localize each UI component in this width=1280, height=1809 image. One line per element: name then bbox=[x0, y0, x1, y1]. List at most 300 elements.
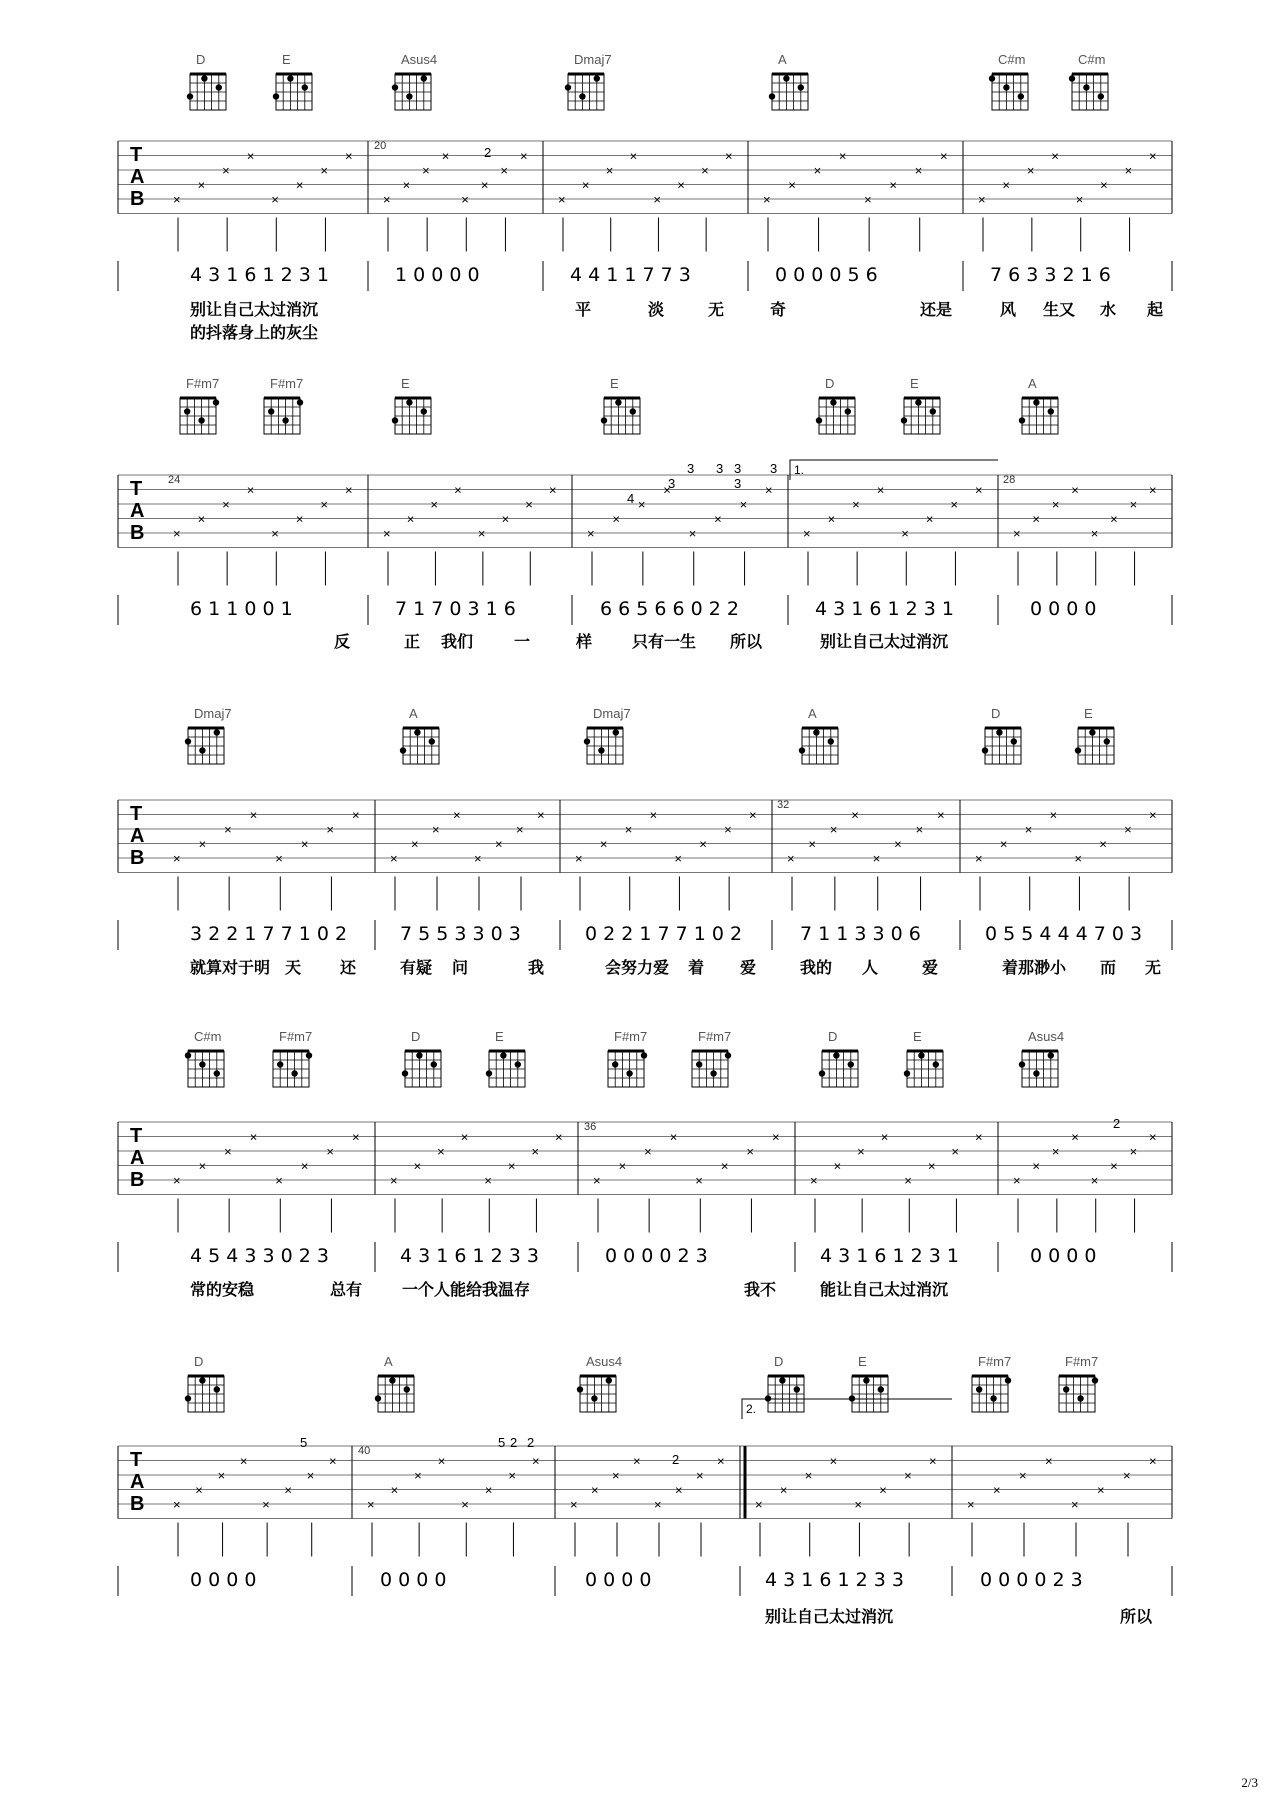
strum-mark: × bbox=[633, 1453, 641, 1469]
fret-number: 5 bbox=[498, 1435, 506, 1450]
chord-dot-2-3 bbox=[813, 729, 819, 735]
strum-mark: × bbox=[532, 1453, 540, 1469]
strum-mark: × bbox=[1024, 822, 1033, 837]
chord-dot-0-6 bbox=[1098, 93, 1104, 99]
chord-dot-3-0 bbox=[199, 1061, 205, 1067]
jianpu-measure: 4 3 1 6 1 2 3 3 bbox=[400, 1245, 539, 1267]
chord-name-0-0: D bbox=[196, 52, 206, 67]
chord-dot-0-2 bbox=[392, 84, 398, 90]
lyric-text: 水 bbox=[1100, 300, 1117, 319]
bar-number: 28 bbox=[1003, 474, 1016, 486]
strum-mark: × bbox=[950, 497, 959, 512]
strum-mark: × bbox=[724, 822, 732, 837]
lyric-text: 起 bbox=[1147, 300, 1164, 319]
strum-mark: × bbox=[549, 482, 557, 498]
strum-mark: × bbox=[927, 1158, 936, 1174]
fret-number: 3 bbox=[668, 476, 676, 491]
chord-dot-3-7 bbox=[904, 1070, 910, 1076]
strum-mark: × bbox=[838, 148, 847, 164]
chord-name-4-2: Asus4 bbox=[586, 1354, 623, 1369]
fret-number: 2 bbox=[672, 1452, 680, 1467]
strum-mark: × bbox=[173, 192, 181, 207]
strum-mark: × bbox=[739, 497, 748, 512]
strum-mark: × bbox=[246, 482, 255, 498]
jianpu-measure: 0 0 0 0 2 3 bbox=[980, 1569, 1083, 1591]
chord-dot-4-2 bbox=[591, 1395, 597, 1401]
chord-dot-2-4 bbox=[1011, 738, 1017, 744]
lyric-text: 无 bbox=[1145, 958, 1162, 977]
strum-mark: × bbox=[765, 482, 773, 498]
strum-mark: × bbox=[1032, 511, 1041, 527]
fret-number: 2 bbox=[484, 145, 492, 160]
chord-dot-1-4 bbox=[816, 417, 822, 423]
chord-dot-4-6 bbox=[1063, 1386, 1069, 1392]
chord-name-2-2: Dmaj7 bbox=[593, 706, 631, 721]
strum-mark: × bbox=[975, 482, 983, 498]
strum-mark: × bbox=[787, 851, 795, 866]
strum-mark: × bbox=[173, 851, 181, 866]
chord-name-3-3: E bbox=[495, 1029, 504, 1044]
chord-dot-3-7 bbox=[933, 1061, 939, 1067]
chord-name-1-6: A bbox=[1028, 376, 1037, 391]
chord-dot-3-3 bbox=[486, 1070, 492, 1076]
chord-dot-0-6 bbox=[1083, 84, 1089, 90]
strum-mark: × bbox=[1129, 497, 1138, 512]
strum-mark: × bbox=[500, 163, 509, 178]
chord-dot-0-4 bbox=[769, 93, 775, 99]
lyric-text: 总有 bbox=[330, 1280, 363, 1299]
chord-dot-0-6 bbox=[1069, 75, 1075, 81]
strum-mark: × bbox=[880, 1129, 889, 1145]
lyric-text: 就算对于明 bbox=[190, 958, 271, 977]
fret-number: 3 bbox=[716, 461, 724, 476]
chord-name-4-6: F#m7 bbox=[1065, 1354, 1099, 1369]
strum-mark: × bbox=[669, 1129, 678, 1145]
strum-mark: × bbox=[894, 836, 902, 852]
chord-dot-3-5 bbox=[696, 1061, 702, 1067]
chord-dot-1-6 bbox=[1048, 408, 1054, 414]
chord-dot-3-0 bbox=[185, 1052, 191, 1058]
lyric-text: 别让自己太过消沉 bbox=[190, 300, 319, 319]
strum-mark: × bbox=[525, 497, 533, 512]
chord-name-4-4: E bbox=[858, 1354, 867, 1369]
strum-mark: × bbox=[1071, 482, 1079, 498]
tab-clef-A: A bbox=[130, 500, 145, 522]
chord-dot-4-0 bbox=[199, 1377, 205, 1383]
bar-number: 40 bbox=[358, 1445, 371, 1457]
strum-mark: × bbox=[507, 1158, 516, 1174]
strum-mark: × bbox=[1071, 1497, 1079, 1512]
strum-mark: × bbox=[1019, 1468, 1027, 1483]
strum-mark: × bbox=[612, 511, 621, 527]
chord-dot-0-1 bbox=[273, 93, 279, 99]
strum-mark: × bbox=[390, 1173, 398, 1188]
strum-mark: × bbox=[222, 163, 230, 178]
chord-dot-3-3 bbox=[515, 1061, 521, 1067]
strum-mark: × bbox=[345, 148, 353, 164]
strum-mark: × bbox=[531, 1144, 540, 1159]
strum-mark: × bbox=[810, 1173, 818, 1188]
chord-dot-4-5 bbox=[976, 1386, 982, 1392]
tab-clef-A: A bbox=[130, 166, 145, 188]
chord-dot-2-4 bbox=[982, 747, 988, 753]
chord-dot-1-2 bbox=[421, 408, 427, 414]
volta-label: 1. bbox=[794, 463, 805, 477]
strum-mark: × bbox=[249, 1129, 258, 1145]
chord-dot-2-5 bbox=[1075, 747, 1081, 753]
chord-dot-2-0 bbox=[199, 747, 205, 753]
chord-name-0-3: Dmaj7 bbox=[574, 52, 612, 67]
strum-mark: × bbox=[854, 1497, 863, 1512]
chord-name-3-6: D bbox=[828, 1029, 838, 1044]
volta-label: 2. bbox=[746, 1402, 757, 1416]
strum-mark: × bbox=[575, 851, 583, 866]
chord-dot-3-5 bbox=[725, 1052, 731, 1058]
chord-dot-1-0 bbox=[198, 417, 204, 423]
chord-dot-4-4 bbox=[878, 1386, 884, 1392]
strum-mark: × bbox=[1071, 1129, 1079, 1145]
jianpu-measure: 7 6 3 3 2 1 6 bbox=[990, 264, 1111, 286]
strum-mark: × bbox=[1149, 1453, 1157, 1469]
chord-name-1-2: E bbox=[401, 376, 410, 391]
strum-mark: × bbox=[813, 163, 822, 178]
chord-name-0-4: A bbox=[778, 52, 787, 67]
strum-mark: × bbox=[803, 526, 811, 541]
strum-mark: × bbox=[851, 807, 859, 823]
strum-mark: × bbox=[284, 1482, 293, 1498]
chord-name-3-4: F#m7 bbox=[614, 1029, 648, 1044]
strum-mark: × bbox=[477, 526, 486, 541]
chord-dot-2-0 bbox=[185, 738, 191, 744]
chord-dot-3-6 bbox=[819, 1070, 825, 1076]
bar-number: 32 bbox=[777, 799, 790, 811]
strum-mark: × bbox=[275, 851, 283, 866]
strum-mark: × bbox=[326, 1144, 335, 1159]
lyric-text: 样 bbox=[576, 632, 593, 651]
chord-name-0-1: E bbox=[282, 52, 291, 67]
strum-mark: × bbox=[295, 177, 304, 193]
tab-clef-B: B bbox=[130, 1169, 145, 1191]
strum-mark: × bbox=[593, 1173, 601, 1188]
strum-mark: × bbox=[300, 836, 309, 852]
strum-mark: × bbox=[329, 1453, 337, 1469]
chord-dot-4-4 bbox=[863, 1377, 869, 1383]
strum-mark: × bbox=[453, 807, 461, 823]
chord-dot-4-6 bbox=[1092, 1377, 1098, 1383]
strum-mark: × bbox=[222, 497, 230, 512]
strum-mark: × bbox=[516, 822, 524, 837]
strum-mark: × bbox=[1032, 1158, 1041, 1174]
strum-mark: × bbox=[1100, 177, 1108, 193]
chord-dot-0-4 bbox=[783, 75, 789, 81]
jianpu-measure: 6 6 5 6 6 0 2 2 bbox=[600, 598, 739, 620]
chord-dot-1-2 bbox=[406, 399, 412, 405]
chord-dot-0-1 bbox=[287, 75, 293, 81]
chord-name-2-1: A bbox=[409, 706, 418, 721]
jianpu-measure: 1 0 0 0 0 bbox=[395, 264, 480, 286]
jianpu-measure: 6 1 1 0 0 1 bbox=[190, 598, 293, 620]
tab-clef-T: T bbox=[130, 478, 143, 500]
chord-dot-0-3 bbox=[565, 84, 571, 90]
chord-name-2-5: E bbox=[1084, 706, 1093, 721]
lyric-text: 无 bbox=[708, 300, 725, 319]
chord-name-2-4: D bbox=[991, 706, 1001, 721]
chord-dot-1-5 bbox=[901, 417, 907, 423]
chord-dot-2-4 bbox=[996, 729, 1002, 735]
lyric-text: 会努力爱 bbox=[605, 958, 670, 977]
chord-dot-3-4 bbox=[626, 1070, 632, 1076]
lyric-text: 风 bbox=[1000, 300, 1017, 319]
jianpu-measure: 7 1 7 0 3 1 6 bbox=[395, 598, 516, 620]
strum-mark: × bbox=[725, 148, 733, 164]
lyric-text: 别让自己太过消沉 bbox=[820, 632, 949, 651]
strum-mark: × bbox=[915, 822, 924, 837]
strum-mark: × bbox=[829, 822, 838, 837]
chord-dot-0-2 bbox=[406, 93, 412, 99]
chord-dot-1-6 bbox=[1019, 417, 1025, 423]
chord-dot-3-2 bbox=[431, 1061, 437, 1067]
fret-number: 2 bbox=[1113, 1116, 1121, 1131]
chord-dot-0-0 bbox=[216, 84, 222, 90]
chord-dot-2-3 bbox=[799, 747, 805, 753]
chord-name-3-5: F#m7 bbox=[698, 1029, 732, 1044]
strum-mark: × bbox=[901, 526, 909, 541]
strum-mark: × bbox=[940, 148, 948, 164]
strum-mark: × bbox=[437, 1144, 445, 1159]
strum-mark: × bbox=[383, 526, 391, 541]
strum-mark: × bbox=[437, 1453, 446, 1469]
strum-mark: × bbox=[320, 163, 329, 178]
chord-dot-4-1 bbox=[389, 1377, 395, 1383]
lyric-text: 问 bbox=[452, 958, 469, 977]
strum-mark: × bbox=[967, 1497, 975, 1512]
strum-mark: × bbox=[978, 192, 986, 207]
chord-name-1-3: E bbox=[610, 376, 619, 391]
chord-dot-0-3 bbox=[579, 93, 585, 99]
chord-dot-1-3 bbox=[601, 417, 607, 423]
strum-mark: × bbox=[461, 192, 469, 207]
strum-mark: × bbox=[688, 526, 697, 541]
chord-dot-4-0 bbox=[214, 1386, 220, 1392]
strum-mark: × bbox=[422, 163, 430, 178]
strum-mark: × bbox=[508, 1468, 517, 1483]
fret-number: 3 bbox=[687, 461, 695, 476]
strum-mark: × bbox=[605, 163, 614, 178]
chord-dot-4-0 bbox=[185, 1395, 191, 1401]
strum-mark: × bbox=[675, 1482, 683, 1498]
chord-name-1-0: F#m7 bbox=[186, 376, 220, 391]
strum-mark: × bbox=[872, 851, 881, 866]
strum-mark: × bbox=[320, 497, 329, 512]
strum-mark: × bbox=[461, 1497, 469, 1512]
lyric-text: 爱 bbox=[922, 958, 939, 977]
strum-mark: × bbox=[1149, 148, 1157, 164]
lyric-text: 平 bbox=[575, 300, 592, 319]
lyric-text: 爱 bbox=[740, 958, 757, 977]
strum-mark: × bbox=[1013, 1173, 1021, 1188]
strum-mark: × bbox=[1051, 148, 1059, 164]
jianpu-measure: 7 5 5 3 3 0 3 bbox=[400, 923, 521, 945]
strum-mark: × bbox=[430, 497, 439, 512]
chord-dot-1-6 bbox=[1033, 399, 1039, 405]
strum-mark: × bbox=[383, 192, 391, 207]
chord-dot-1-0 bbox=[213, 399, 219, 405]
chord-name-4-1: A bbox=[384, 1354, 393, 1369]
chord-dot-3-6 bbox=[833, 1052, 839, 1058]
strum-mark: × bbox=[701, 163, 709, 178]
strum-mark: × bbox=[474, 851, 482, 866]
strum-mark: × bbox=[717, 1453, 725, 1469]
strum-mark: × bbox=[1129, 1144, 1138, 1159]
strum-mark: × bbox=[501, 511, 510, 527]
strum-mark: × bbox=[889, 177, 898, 193]
jianpu-measure: 0 0 0 0 bbox=[1030, 1245, 1097, 1267]
chord-dot-3-2 bbox=[416, 1052, 422, 1058]
strum-mark: × bbox=[852, 497, 860, 512]
strum-mark: × bbox=[441, 148, 450, 164]
jianpu-measure: 4 3 1 6 1 2 3 1 bbox=[815, 598, 954, 620]
chord-dot-4-1 bbox=[404, 1386, 410, 1392]
strum-mark: × bbox=[937, 807, 945, 823]
chord-dot-0-5 bbox=[989, 75, 995, 81]
chord-dot-1-5 bbox=[915, 399, 921, 405]
lyric-text: 反 bbox=[334, 632, 351, 651]
strum-mark: × bbox=[345, 482, 353, 498]
lyric-text: 正 bbox=[404, 632, 421, 651]
strum-mark: × bbox=[367, 1497, 375, 1512]
strum-mark: × bbox=[999, 836, 1008, 852]
fret-number: 3 bbox=[734, 461, 742, 476]
jianpu-measure: 3 2 2 1 7 7 1 0 2 bbox=[190, 923, 348, 945]
strum-mark: × bbox=[637, 497, 646, 512]
chord-name-1-1: F#m7 bbox=[270, 376, 304, 391]
chord-name-4-0: D bbox=[194, 1354, 204, 1369]
jianpu-measure: 4 5 4 3 3 0 2 3 bbox=[190, 1245, 329, 1267]
chord-dot-4-2 bbox=[606, 1377, 612, 1383]
strum-mark: × bbox=[306, 1468, 315, 1483]
strum-mark: × bbox=[829, 1453, 838, 1469]
lyric-text: 所以 bbox=[1120, 1607, 1153, 1626]
strum-mark: × bbox=[454, 482, 462, 498]
jianpu-measure: 0 0 0 0 bbox=[380, 1569, 447, 1591]
lyric-text: 还是 bbox=[920, 300, 953, 319]
strum-mark: × bbox=[599, 836, 608, 852]
strum-mark: × bbox=[411, 836, 419, 852]
strum-mark: × bbox=[755, 1497, 763, 1512]
chord-dot-3-4 bbox=[612, 1061, 618, 1067]
strum-mark: × bbox=[173, 1497, 181, 1512]
strum-mark: × bbox=[224, 1144, 232, 1159]
chord-dot-3-2 bbox=[402, 1070, 408, 1076]
lyric-text: 的抖落身上的灰尘 bbox=[190, 323, 319, 342]
chord-dot-1-3 bbox=[630, 408, 636, 414]
chord-dot-2-0 bbox=[214, 729, 220, 735]
strum-mark: × bbox=[198, 836, 207, 852]
chord-dot-3-6 bbox=[848, 1061, 854, 1067]
strum-mark: × bbox=[271, 192, 279, 207]
chord-dot-4-6 bbox=[1077, 1395, 1083, 1401]
strum-mark: × bbox=[1123, 1468, 1131, 1483]
strum-mark: × bbox=[432, 822, 440, 837]
tab-clef-B: B bbox=[130, 1493, 145, 1515]
strum-mark: × bbox=[195, 1482, 203, 1498]
tab-clef-A: A bbox=[130, 825, 145, 847]
tab-clef-T: T bbox=[130, 144, 143, 166]
strum-mark: × bbox=[587, 526, 595, 541]
chord-dot-3-1 bbox=[306, 1052, 312, 1058]
chord-dot-0-1 bbox=[302, 84, 308, 90]
lyric-text: 我不 bbox=[744, 1280, 777, 1299]
lyric-text: 一 bbox=[514, 632, 531, 651]
chord-dot-2-2 bbox=[584, 738, 590, 744]
strum-mark: × bbox=[197, 177, 206, 193]
strum-mark: × bbox=[1090, 526, 1099, 541]
chord-dot-3-8 bbox=[1019, 1061, 1025, 1067]
strum-mark: × bbox=[300, 1158, 309, 1174]
lyric-text: 常的安稳 bbox=[190, 1280, 255, 1299]
strum-mark: × bbox=[788, 177, 796, 193]
chord-name-3-8: Asus4 bbox=[1028, 1029, 1065, 1044]
strum-mark: × bbox=[217, 1468, 226, 1483]
strum-mark: × bbox=[720, 1158, 729, 1174]
chord-name-1-5: E bbox=[910, 376, 919, 391]
strum-mark: × bbox=[674, 851, 683, 866]
fret-number: 3 bbox=[770, 461, 778, 476]
strum-mark: × bbox=[326, 822, 335, 837]
bar-number: 20 bbox=[374, 140, 387, 152]
lyric-text: 天 bbox=[285, 958, 302, 977]
strum-mark: × bbox=[644, 1144, 652, 1159]
strum-mark: × bbox=[808, 836, 817, 852]
chord-dot-2-1 bbox=[400, 747, 406, 753]
strum-mark: × bbox=[173, 1173, 181, 1188]
chord-dot-3-4 bbox=[641, 1052, 647, 1058]
strum-mark: × bbox=[414, 1468, 422, 1483]
tab-clef-T: T bbox=[130, 1449, 143, 1471]
strum-mark: × bbox=[460, 1129, 469, 1145]
strum-mark: × bbox=[555, 1129, 563, 1145]
chord-dot-3-7 bbox=[918, 1052, 924, 1058]
strum-mark: × bbox=[624, 822, 633, 837]
lyric-text: 能让自己太过消沉 bbox=[820, 1280, 949, 1299]
volta-bracket bbox=[790, 460, 998, 480]
chord-dot-2-5 bbox=[1104, 738, 1110, 744]
lyric-text: 人 bbox=[862, 958, 879, 977]
chord-dot-4-1 bbox=[375, 1395, 381, 1401]
lyric-text: 所以 bbox=[730, 632, 763, 651]
strum-mark: × bbox=[352, 807, 360, 823]
strum-mark: × bbox=[1097, 1482, 1105, 1498]
strum-mark: × bbox=[1045, 1453, 1053, 1469]
tab-clef-T: T bbox=[130, 803, 143, 825]
lyric-text: 只有一生 bbox=[632, 632, 697, 651]
strum-mark: × bbox=[1075, 192, 1084, 207]
tab-clef-B: B bbox=[130, 188, 145, 210]
jianpu-measure: 7 1 1 3 3 0 6 bbox=[800, 923, 921, 945]
jianpu-measure: 0 0 0 0 5 6 bbox=[775, 264, 878, 286]
strum-mark: × bbox=[271, 526, 279, 541]
strum-mark: × bbox=[618, 1158, 627, 1174]
strum-mark: × bbox=[406, 511, 415, 527]
chord-dot-1-4 bbox=[845, 408, 851, 414]
strum-mark: × bbox=[879, 1482, 887, 1498]
chord-dot-3-8 bbox=[1048, 1052, 1054, 1058]
chord-dot-4-5 bbox=[1005, 1377, 1011, 1383]
chord-name-0-6: C#m bbox=[1078, 52, 1106, 67]
chord-dot-2-1 bbox=[414, 729, 420, 735]
chord-name-0-5: C#m bbox=[998, 52, 1026, 67]
lyric-text: 我 bbox=[528, 958, 545, 977]
